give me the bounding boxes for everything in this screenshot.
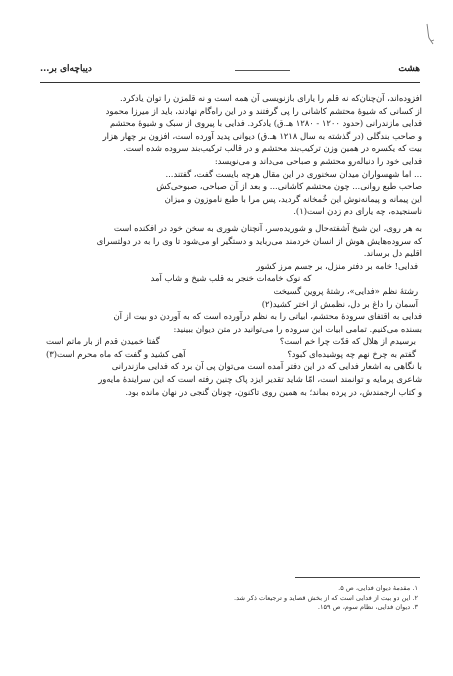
body-line: از کسانی که شیوهٔ محتشم کاشانی را پی گرفتند و در این راه‌گام نهادند، باید از میرزا محمود bbox=[105, 105, 422, 116]
hemistich: گفتم به چرخ نهم چه پوشیده‌ای کبود؟ bbox=[287, 348, 416, 359]
quote-line: ... اما شهسواران میدان سخنوری در این مقال هرچه بایست گفت، گفتند... bbox=[165, 168, 422, 179]
verse-line: رشتهٔ نظم «فدایی»، رشتهٔ پروین گسیخت bbox=[273, 285, 418, 296]
verse-line: آسمان را داغ بر دل، نظمش از اختر کشید(۲) bbox=[261, 298, 418, 309]
body-text bbox=[40, 92, 422, 398]
header-divider bbox=[235, 70, 290, 71]
verse-line: فدایی! خامه بر دفتر منزل، بر جسم مرز کشور bbox=[256, 260, 418, 271]
body-line: فدایی به اقتفای سرودهٔ محتشم، ابیاتی را به نظم درآورده است که به آوردن دو بیت از آن bbox=[113, 311, 422, 322]
body-line: شاعری پرمایه و توانمند است، امّا شاید تقدیر ایزد پاک چنین رفته است که این سرایندهٔ مایه‌ور bbox=[98, 374, 422, 385]
body-line: و کتاب ارجمندش، در پرده بماند؛ به همین روی تاکنون، چونان گنجی در نهان مانده بود. bbox=[125, 386, 422, 397]
hemistich: آهی کشید و گفت که ماه محرم است(۳) bbox=[46, 348, 186, 359]
body-line: بیت که یکسره در همین وزن ترکیب‌بند محتشم و در قالب ترکیب‌بند سروده شده است. bbox=[123, 143, 422, 154]
hemistich: برسیدم از هلال که قدّت چرا خم است؟ bbox=[279, 336, 416, 347]
footnotes bbox=[200, 584, 418, 613]
body-line: اقلیم دل برساند. bbox=[363, 248, 422, 259]
pen-mark-icon bbox=[424, 22, 436, 52]
body-line: با نگاهی به اشعار فدایی که در این دفتر آمده است می‌توان پی آن برد که فدایی مازندرانی bbox=[111, 361, 422, 372]
quote-line: صاحب طبع روانی... چون محتشم کاشانی... و بعد از آن صباحی، صبوحی‌کش bbox=[156, 181, 422, 192]
body-line: و صاحب بندگلی (در گذشته به سال ۱۲۱۸ هـ.ق) دیوانی پدید آورده است، افزون بر چهار هزار bbox=[102, 130, 422, 141]
hemistich: گفتا خمیدن قدم از بار ماتم است bbox=[46, 336, 160, 347]
footnote: ۳. دیوان فدایی، نظام سوم، ص ۱۵۹. bbox=[317, 603, 418, 611]
verse-couplet bbox=[40, 335, 422, 348]
verse-line: که نوک خامه‌ات خنجر به قلب شیخ و شاب آمد bbox=[150, 273, 312, 284]
quote-line: این پیمانه و پیمانه‌نوش این خُمخانه گردید، پس مرا با طبع ناموزون و میزان bbox=[164, 193, 422, 204]
running-title: دیباچه‌ای بر... bbox=[40, 64, 92, 74]
body-line: به هر روی، این شیخ آشفته‌حال و شوریده‌سر، آنچنان شوری به سخن خود در افکنده است bbox=[113, 222, 422, 233]
body-line: افزوده‌اند، آن‌چنان‌که نه قلم را یارای بازنویسی آن همه است و نه قلمزن را توان یادکرد. bbox=[119, 93, 422, 103]
quote-line: ناسنجیده، چه یارای دم زدن است(۱). bbox=[293, 206, 422, 217]
page-number: هشت bbox=[398, 64, 420, 74]
body-line: بسنده می‌کنیم. تمامی ابیات این سروده را می‌توانید در متن دیوان ببینید: bbox=[173, 323, 422, 334]
header-rule bbox=[40, 82, 420, 83]
body-line: فدایی مازندرانی (حدود ۱۲۰۰ - ۱۲۸۰ هـ.ق) یادکرد. فدایی با پیروی از سبک و شیوهٔ محتشم bbox=[109, 118, 422, 129]
body-line: که سروده‌هایش هوش از انسان خردمند می‌رباید و دستگیر او می‌شود تا وی را به در دولتسرای bbox=[96, 235, 422, 246]
footnote-rule bbox=[295, 577, 420, 578]
footnote: ۲. این دو بیت از فدایی است که از بخش قصاید و ترجیعات ذکر شد. bbox=[234, 593, 418, 602]
body-line: فدایی خود را دنباله‌رو محتشم و صباحی می‌داند و می‌نویسد: bbox=[214, 155, 422, 166]
verse-couplet bbox=[40, 348, 422, 361]
footnote: ۱. مقدمهٔ دیوان فدایی، ص ۵. bbox=[338, 584, 418, 592]
page-header bbox=[40, 64, 420, 78]
